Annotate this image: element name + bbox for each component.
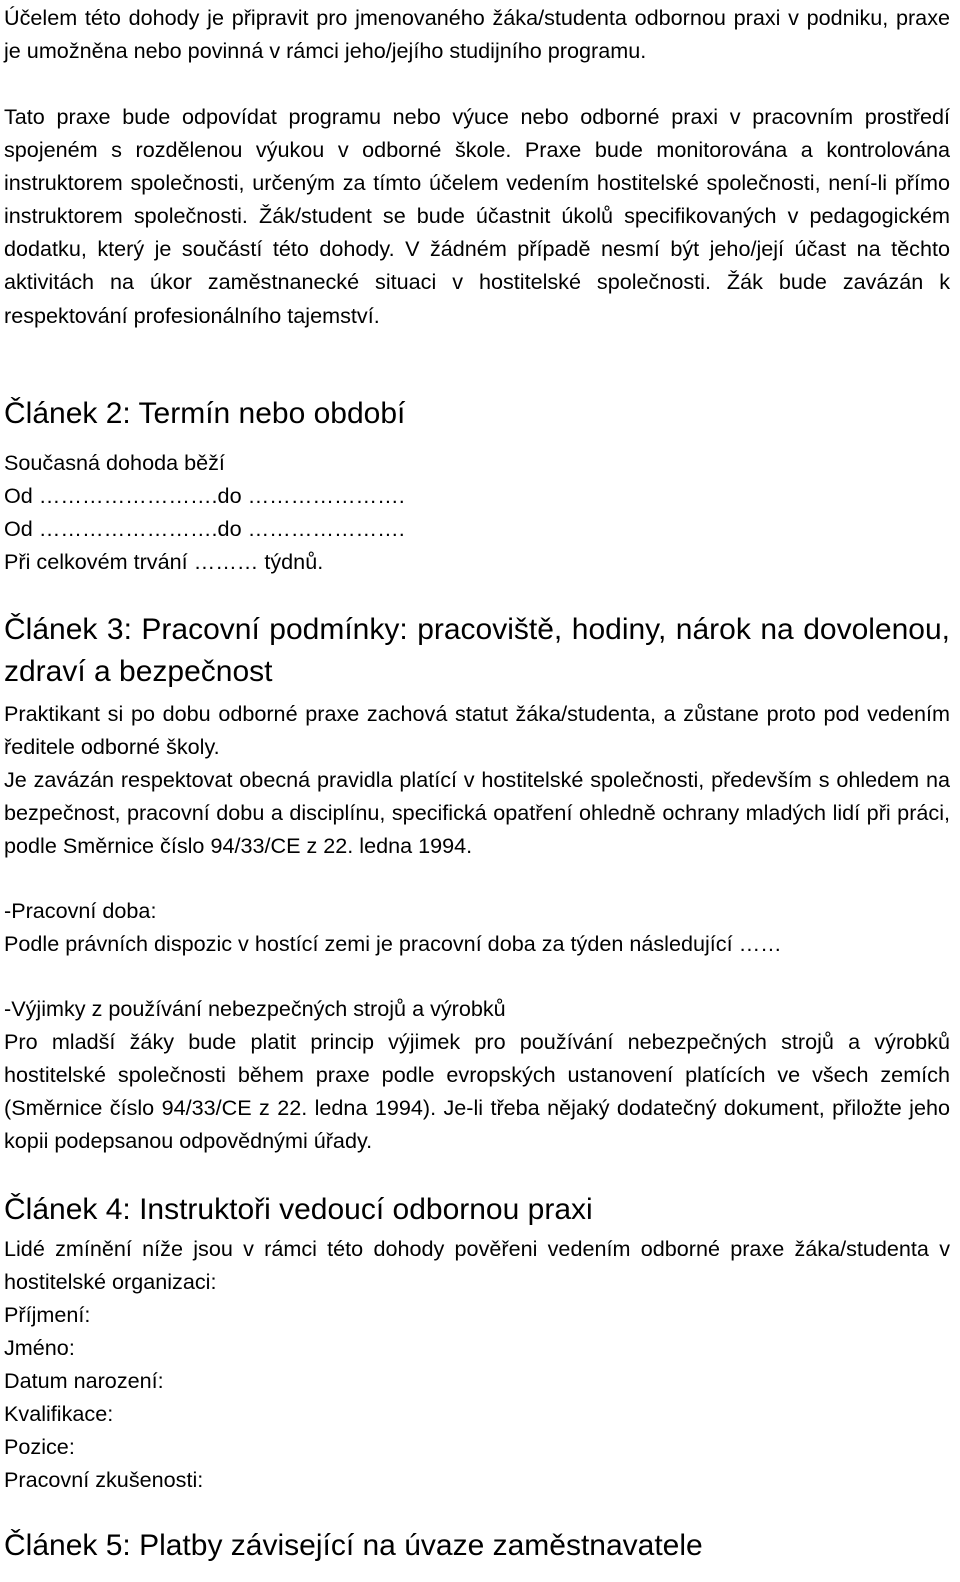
exceptions-text: Pro mladší žáky bude platit princip výjimek pro používání nebezpečných strojů a výrobků hostitelské společnosti během praxe podle evropských ustanovení platících ve všech zemích (Směrnice číslo 94/33/CE z 22. ledna 1994). Je-li třeba nějaký dodatečný dokument, přiložte jeho kopii podepsanou odpovědnými úřady. xyxy=(4,1029,950,1154)
article-2-line-3: Od …………………….do …………………. xyxy=(4,516,405,541)
work-time-text: Podle právních dispozic v hostící zemi je pracovní doba za týden následující …… xyxy=(4,931,782,956)
article-3-paragraph-1: Praktikant si po dobu odborné praxe zachová statut žáka/studenta, a zůstane proto pod vedením ředitele odborné školy. xyxy=(4,701,950,760)
intro-paragraph-1: Účelem této dohody je připravit pro jmenovaného žáka/studenta odbornou praxi v podniku, praxe je umožněna nebo povinná v rámci jeho/jejího studijního programu. xyxy=(4,5,950,64)
article-2-heading: Článek 2: Termín nebo období xyxy=(4,397,406,430)
article-2-line-1: Současná dohoda běží xyxy=(4,450,225,475)
intro-paragraph-2: Tato praxe bude odpovídat programu nebo výuce nebo odborné praxi v pracovním prostředí spojeném s rozdělenou výukou v odborné škole. Praxe bude monitorována a kontrolována instruktorem společnosti, určeným za tímto účelem vedením hostitelské společnosti, není-li přímo instruktorem společnosti. Žák/student se bude účastnit úkolů specifikovaných v pedagogickém dodatku, který je součástí této dohody. V žádném případě nesmí být jeho/její účast na těchto aktivitách na úkor zaměstnanecké situaci v hostitelské společnosti. Žák bude zavázán k respektování profesionálního tajemství. xyxy=(4,104,950,328)
article-4-heading: Článek 4: Instruktoři vedoucí odbornou praxi xyxy=(4,1193,593,1226)
field-qualification: Kvalifikace: xyxy=(4,1401,114,1426)
article-3-heading: Článek 3: Pracovní podmínky: pracoviště, hodiny, nárok na dovolenou, zdraví a bezpečnost xyxy=(4,613,950,688)
field-surname: Příjmení: xyxy=(4,1302,91,1327)
field-birth-date: Datum narození: xyxy=(4,1368,164,1393)
article-4-intro: Lidé zmínění níže jsou v rámci této dohody pověřeni vedením odborné praxe žáka/studenta v hostitelské organizaci: xyxy=(4,1236,950,1295)
field-work-experience: Pracovní zkušenosti: xyxy=(4,1467,204,1492)
article-5-heading: Článek 5: Platby závisející na úvaze zaměstnavatele xyxy=(4,1529,703,1562)
article-2-line-2: Od …………………….do …………………. xyxy=(4,483,405,508)
article-2-line-4: Při celkovém trvání ……… týdnů. xyxy=(4,549,324,574)
field-position: Pozice: xyxy=(4,1434,75,1459)
work-time-label: -Pracovní doba: xyxy=(4,898,157,923)
article-3-paragraph-2: Je zavázán respektovat obecná pravidla platící v hostitelské společnosti, především s ohledem na bezpečnost, pracovní dobu a disciplínu, specifická opatření ohledně ochrany mladých lidí při práci, podle Směrnice číslo 94/33/CE z 22. ledna 1994. xyxy=(4,767,950,859)
exceptions-label: -Výjimky z používání nebezpečných strojů a výrobků xyxy=(4,996,506,1021)
field-first-name: Jméno: xyxy=(4,1335,75,1360)
